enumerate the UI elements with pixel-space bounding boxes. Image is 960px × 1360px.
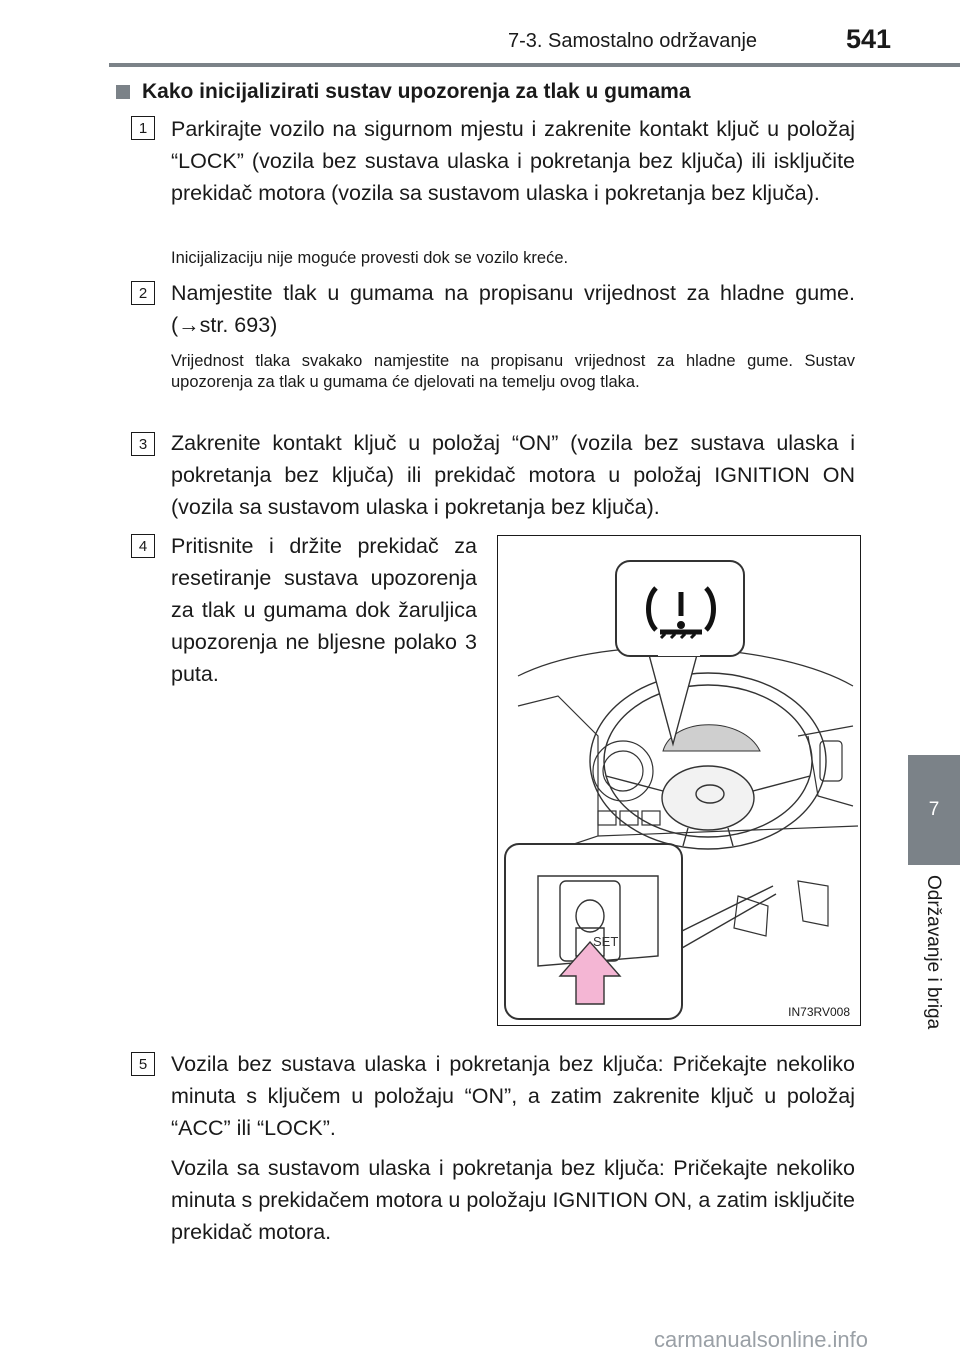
heading-square-icon: [116, 85, 130, 99]
header-section-title: 7-3. Samostalno održavanje: [508, 30, 758, 52]
header-divider: [109, 63, 960, 67]
step-3-text: Zakrenite kontakt ključ u položaj “ON” (vozila bez sustava ulaska i pokretanja bez ključa) ili prekidač motora u položaj IGNITION ON (vozila sa sustavom ulaska i pokretanja bez ključa).: [171, 431, 855, 519]
step-1-note: Inicijalizaciju nije moguće provesti dok se vozilo kreće.: [171, 249, 569, 267]
chapter-label: Održavanje i briga: [923, 875, 944, 1030]
step-5-text-2: Vozila sa sustavom ulaska i pokretanja bez ključa: Pričekajte nekoliko minuta s prekidačem motora u položaju IGNITION ON, a zatim isključite prekidač motora.: [171, 1156, 855, 1244]
watermark: carmanualsonline.info: [654, 1327, 869, 1352]
step-number-2: 2: [131, 281, 155, 305]
step-number-5: 5: [131, 1052, 155, 1076]
section-heading: [116, 80, 691, 104]
dashboard-illustration: [497, 535, 861, 1026]
dashboard-drawing: [498, 536, 861, 1026]
step-number-4: 4: [131, 534, 155, 558]
step-2-note: Vrijednost tlaka svakako namjestite na propisanu vrijednost za hladne gume. Sustav upozorenja za tlak u gumama će djelovati na temelju ovog tlaka.: [171, 352, 855, 391]
step-4-text: Pritisnite i držite prekidač za resetiranje sustava upozorenja za tlak u gumama dok žaruljica upozorenja ne bljesne polako 3 puta.: [171, 534, 477, 686]
step-1-text: Parkirajte vozilo na sigurnom mjestu i zakrenite kontakt ključ u položaj “LOCK” (vozila bez sustava ulaska i pokretanja bez ključa) ili isključite prekidač motora (vozila sa sustavom ulaska i pokretanja bez ključa).: [171, 117, 855, 205]
steering-wheel-icon: [590, 673, 826, 849]
step-5-text: Vozila bez sustava ulaska i pokretanja bez ključa: Pričekajte nekoliko minuta s ključem u položaju “ON”, a zatim zakrenite ključ u položaj “ACC” ili “LOCK”.: [171, 1052, 855, 1140]
chapter-tab: 7: [908, 755, 960, 865]
figure-code: IN73RV008: [788, 1005, 850, 1019]
step-2-text: Namjestite tlak u gumama na propisanu vrijednost za hladne gume. (→str. 693): [171, 281, 855, 337]
switch-label: SET: [593, 934, 619, 949]
step-number-3: 3: [131, 432, 155, 456]
section-heading-text: Kako inicijalizirati sustav upozorenja za tlak u gumama: [142, 80, 691, 103]
page-number: 541: [846, 24, 892, 54]
step-number-1: 1: [131, 116, 155, 140]
